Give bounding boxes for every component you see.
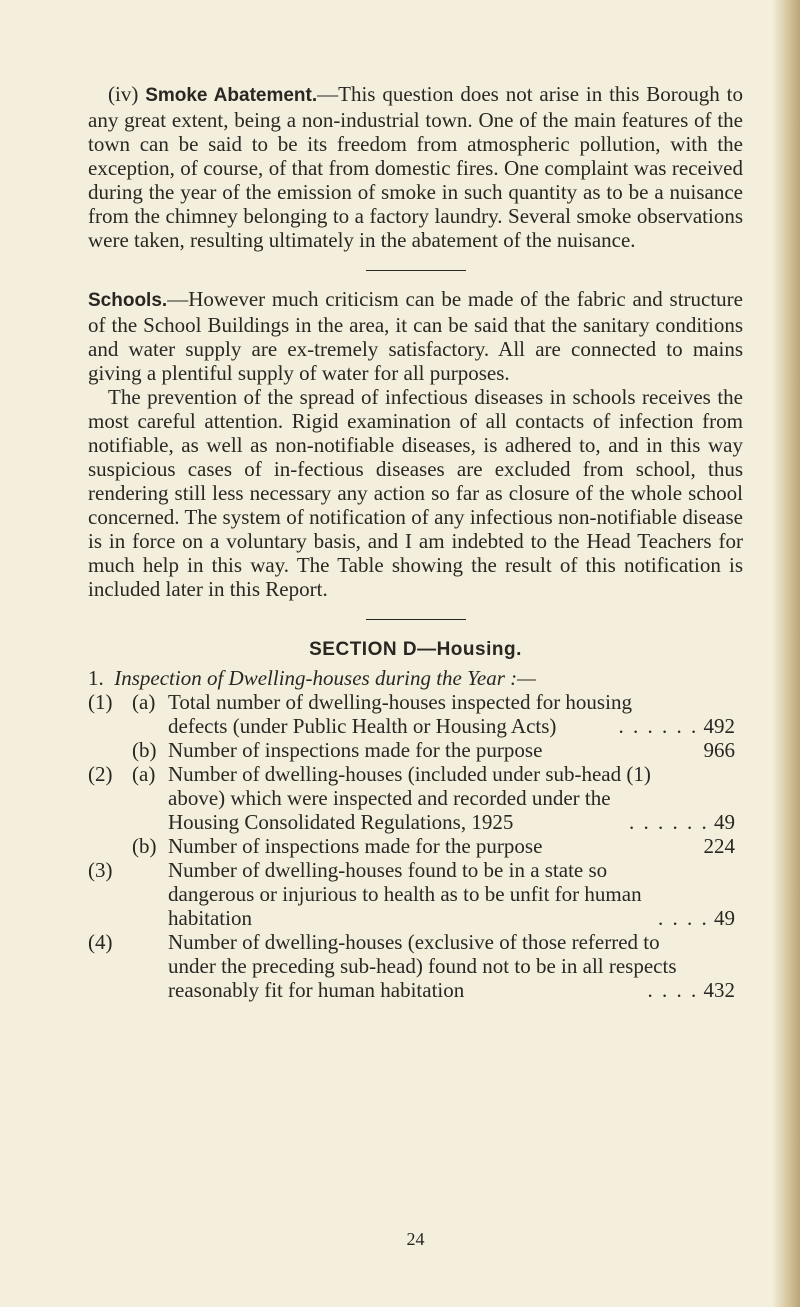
- divider-1: [366, 270, 466, 271]
- inspection-value: . . . . . . 492: [618, 714, 735, 738]
- inspection-item: (b) Number of inspections made for the purpose 966: [132, 738, 735, 762]
- divider-2: [366, 619, 466, 620]
- document-page: [88, 82, 743, 1249]
- inspection-item: (b) Number of inspections made for the purpose 224: [132, 834, 735, 858]
- schools-paragraph-1: [88, 287, 743, 385]
- inspection-item: (2) (a) Number of dwelling-houses (included under sub-head (1) above) which were inspected and recorded under the Housing Consolidated Regulations, 1925 . . . . . . 49: [88, 762, 735, 834]
- smoke-heading: Smoke Abatement.: [145, 85, 318, 106]
- inspection-value: . . . . 49: [658, 906, 735, 930]
- section-heading: SECTION D—Housing.: [309, 639, 522, 660]
- inspection-value: 224: [703, 834, 735, 858]
- inspection-value: . . . . . . 49: [629, 810, 735, 834]
- inspection-item: (3) Number of dwelling-houses found to be in a state so dangerous or injurious to health as to be unfit for human habitation . . . . 49: [88, 858, 735, 930]
- schools-paragraph-2: The prevention of the spread of infectious diseases in schools receives the most careful attention. Rigid examination of all contacts of infection from notifiable, as well as non-notifiable diseases, is adhered to, and in this way suspicious cases of in-fectious diseases are excluded from school, thus rendering still less necessary any action so far as closure of the whole school concerned. The system of notification of any infectious non-notifiable disease is in force on a voluntary basis, and I am indebted to the Head Teachers for much help in this way. The Table showing the result of this notification is included later in this Report.: [88, 385, 743, 601]
- inspection-value: . . . . 432: [647, 978, 735, 1002]
- smoke-abatement-paragraph: [88, 82, 743, 252]
- inspection-title: 1. Inspection of Dwelling-houses during the Year :—: [88, 666, 536, 690]
- smoke-number: (iv): [108, 82, 139, 106]
- inspection-items: [88, 690, 743, 1002]
- schools-text-1: —However much criticism can be made of the fabric and structure of the School Buildings in the area, it can be said that the sanitary conditions and water supply are ex-tremely satisfactory. All are connected to mains giving a plentiful supply of water for all purposes.: [88, 287, 743, 385]
- smoke-text: —This question does not arise in this Borough to any great extent, being a non-industrial town. One of the main features of the town can be said to be its freedom from atmospheric pollution, with the exception, of course, of that from domestic fires. One complaint was received during the year of the emission of smoke in such quantity as to be a nuisance from the chimney belonging to a factory laundry. Several smoke observations were taken, resulting ultimately in the abatement of the nuisance.: [88, 82, 743, 252]
- schools-heading: Schools.: [88, 290, 168, 311]
- inspection-value: 966: [703, 738, 735, 762]
- page-number: 24: [406, 1229, 425, 1249]
- page-edge-shadow: [772, 0, 800, 1307]
- inspection-item: (4) Number of dwelling-houses (exclusive of those referred to under the preceding sub-head) found not to be in all respects reasonably fit for human habitation . . . . 432: [88, 930, 735, 1002]
- inspection-item: (1) (a) Total number of dwelling-houses inspected for housing defects (under Public Health or Housing Acts) . . . . . . 492: [88, 690, 735, 738]
